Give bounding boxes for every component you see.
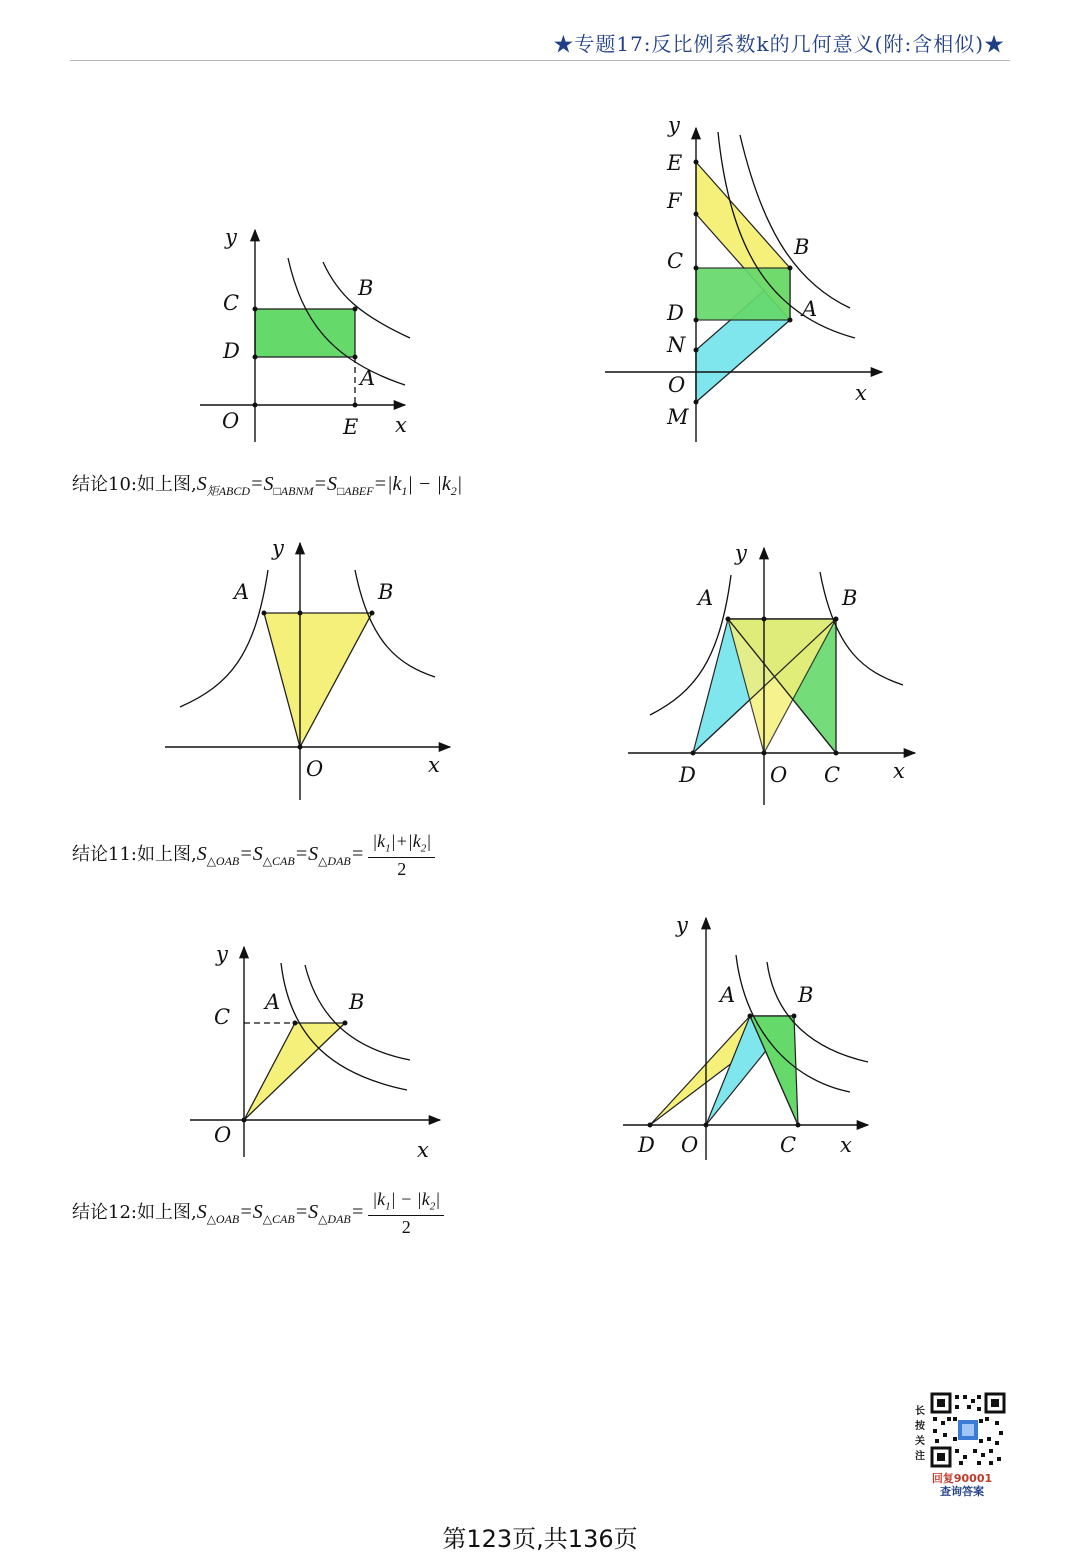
label-e: E	[667, 151, 683, 175]
header-divider	[70, 60, 1010, 61]
qr-side-text: 长 按 关 注	[915, 1406, 925, 1462]
conclusion-12: 结论12:如上图$,S_{\triangle OAB}=S_{\triangle CAB}=S_{\triangle DAB}=$ $\frac{|k_1| - |k_2|}{2}$	[72, 1190, 444, 1236]
label-a: A	[234, 580, 250, 604]
label-x: x	[840, 1133, 852, 1157]
label-x: x	[855, 381, 867, 405]
label-y: y	[735, 541, 747, 565]
figure-parallelograms	[600, 110, 890, 450]
rect-abcd	[696, 268, 790, 320]
label-c: C	[780, 1133, 797, 1157]
qr-code-icon[interactable]	[930, 1392, 1006, 1468]
label-n: N	[667, 333, 686, 357]
label-c: C	[824, 763, 841, 787]
label-o: O	[214, 1123, 232, 1147]
label-a: A	[360, 366, 376, 390]
curve-left	[180, 570, 268, 707]
label-b: B	[794, 235, 810, 259]
fraction-diff: $\frac{|k_1| - |k_2|}{2}$	[368, 1190, 444, 1236]
label-c: C	[667, 249, 684, 273]
label-b: B	[842, 586, 858, 610]
label-d: D	[667, 301, 684, 325]
figure-triangle-oab-diff	[185, 935, 455, 1165]
header-title: ★专题17:反比例系数k的几何意义(附:含相似)★	[553, 32, 1005, 56]
label-b: B	[798, 983, 814, 1007]
figure-triangles-sum	[625, 540, 925, 810]
label-b: B	[358, 276, 374, 300]
label-c: C	[223, 291, 240, 315]
label-o: O	[306, 757, 324, 781]
fraction-sum: $\frac{|k_1|+|k_2|}{2}$	[368, 832, 435, 878]
triangle-oab	[244, 1023, 345, 1120]
qr-caption: 回复90001 查询答案	[931, 1472, 993, 1498]
conclusion-11: 结论11:如上图$,S_{\triangle OAB}=S_{\triangle CAB}=S_{\triangle DAB}=$ $\frac{|k_1|+|k_2|}{2}$	[72, 832, 435, 878]
label-e: E	[343, 415, 359, 439]
label-y: y	[216, 942, 228, 966]
label-a: A	[802, 297, 818, 321]
label-a: A	[265, 990, 281, 1014]
label-f: F	[667, 189, 682, 213]
conclusion-10: 结论10:如上图$,S_{矩ABCD}=S_{□ABNM}=S_{□ABEF}=|k_1| - |k_2|$	[72, 473, 463, 498]
label-x: x	[395, 413, 407, 437]
figure-rectangle-abcd	[190, 220, 420, 450]
label-a: A	[698, 586, 714, 610]
label-x: x	[893, 759, 905, 783]
label-d: D	[638, 1133, 655, 1157]
label-b: B	[378, 580, 394, 604]
label-o: O	[681, 1133, 699, 1157]
label-x: x	[417, 1138, 429, 1162]
label-o: O	[770, 763, 788, 787]
label-m: M	[667, 405, 689, 429]
label-c: C	[214, 1005, 231, 1029]
label-y: y	[676, 913, 688, 937]
label-y: y	[225, 225, 237, 249]
label-b: B	[349, 990, 365, 1014]
label-y: y	[272, 536, 284, 560]
label-o: O	[222, 409, 240, 433]
triangle-oab	[264, 613, 372, 747]
page-number: 第123页,共136页	[442, 1525, 638, 1553]
label-d: D	[223, 339, 240, 363]
label-y: y	[668, 113, 680, 137]
label-d: D	[679, 763, 696, 787]
rect-abcd	[255, 309, 355, 357]
label-a: A	[720, 983, 736, 1007]
figure-triangle-oab-sum	[160, 535, 460, 805]
label-o: O	[668, 373, 686, 397]
label-x: x	[428, 753, 440, 777]
figure-triangles-diff	[620, 910, 880, 1160]
